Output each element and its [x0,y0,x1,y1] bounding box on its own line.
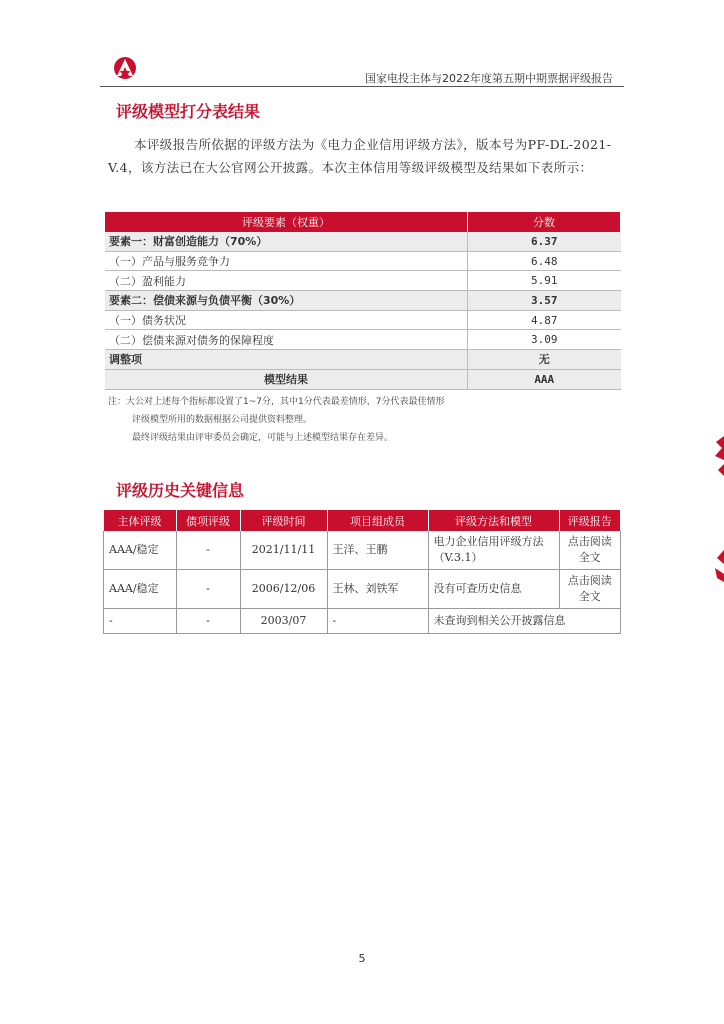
table-row [105,291,621,311]
factor-label: （一）债务状况 [105,310,468,330]
history-header-report: 评级报告 [559,510,621,531]
factor-score: 3.09 [468,330,621,350]
rating-date-cell: 2021/11/11 [240,531,327,570]
side-seal-fragment-top [712,434,724,484]
score-table [105,212,621,390]
factor-label: （二）盈利能力 [105,271,468,291]
intro-paragraph [108,133,618,179]
header-doc-title: 国家电投主体与2022年度第五期中期票据评级报告 [365,72,613,85]
history-header-issuer-rating: 主体评级 [104,510,177,531]
issuer-rating-cell: - [104,609,177,634]
issue-rating-cell: - [176,570,240,609]
method-cell: 电力企业信用评级方法（V.3.1） [428,531,559,570]
read-full-text-link[interactable]: 点击阅读全文 [559,531,621,570]
factor-score: 5.91 [468,271,621,291]
section-title-rating-history: 评级历史关键信息 [116,481,245,500]
table-row [104,609,621,634]
history-header-issue-rating: 债项评级 [176,510,240,531]
factor-score: 6.37 [468,232,621,251]
issuer-rating-cell: AAA/稳定 [104,531,177,570]
team-cell: 王林、刘铁军 [327,570,428,609]
issue-rating-cell: - [176,609,240,634]
score-table-header-factor: 评级要素（权重） [105,212,468,232]
method-cell: 没有可查历史信息 [428,570,559,609]
factor-score: 3.57 [468,291,621,311]
rating-date-cell: 2003/07 [240,609,327,634]
rating-date-cell: 2006/12/06 [240,570,327,609]
history-table [103,510,621,634]
note-line: 评级模型所用的数据根据公司提供资料整理。 [132,415,313,425]
factor-label: 要素二：偿债来源与负债平衡（30%） [105,291,468,311]
factor-score: 6.48 [468,251,621,271]
page-number: 5 [358,952,366,965]
issuer-rating-cell: AAA/稳定 [104,570,177,609]
team-cell: 王洋、王鹏 [327,531,428,570]
dagong-logo-icon [113,56,137,80]
table-row [105,350,621,370]
note-line: 注：大公对上述每个指标都设置了1~7分，其中1分代表最差情形，7分代表最佳情形 [108,397,445,407]
read-full-text-link[interactable]: 点击阅读全文 [559,570,621,609]
factor-label: （一）产品与服务竞争力 [105,251,468,271]
history-header-rating-date: 评级时间 [240,510,327,531]
table-row [105,369,621,389]
header-divider [100,86,624,87]
table-row [104,570,621,609]
factor-label: 要素一：财富创造能力（70%） [105,232,468,251]
factor-label: 模型结果 [105,369,468,389]
method-cell: 未查询到相关公开披露信息 [428,609,621,634]
table-row [105,271,621,291]
factor-label: 调整项 [105,350,468,370]
side-seal-fragment-bottom [712,546,724,586]
factor-score: 4.87 [468,310,621,330]
table-row [104,531,621,570]
table-row [105,330,621,350]
issue-rating-cell: - [176,531,240,570]
factor-score: 无 [468,350,621,370]
score-table-header-score: 分数 [468,212,621,232]
table-notes [108,393,444,447]
intro-paragraph-text: 本评级报告所依据的评级方法为《电力企业信用评级方法》，版本号为PF-DL-2021-V.4，该方法已在大公官网公开披露。本次主体信用等级评级模型及结果如下表所示： [108,137,612,175]
factor-label: （二）偿债来源对债务的保障程度 [105,330,468,350]
table-row [105,251,621,271]
note-line: 最终评级结果由评审委员会确定，可能与上述模型结果存在差异。 [132,433,394,443]
factor-score: AAA [468,369,621,389]
section-title-model-score: 评级模型打分表结果 [116,102,261,121]
table-row [105,310,621,330]
team-cell: - [327,609,428,634]
history-header-method: 评级方法和模型 [428,510,559,531]
history-header-team: 项目组成员 [327,510,428,531]
table-row [105,232,621,251]
